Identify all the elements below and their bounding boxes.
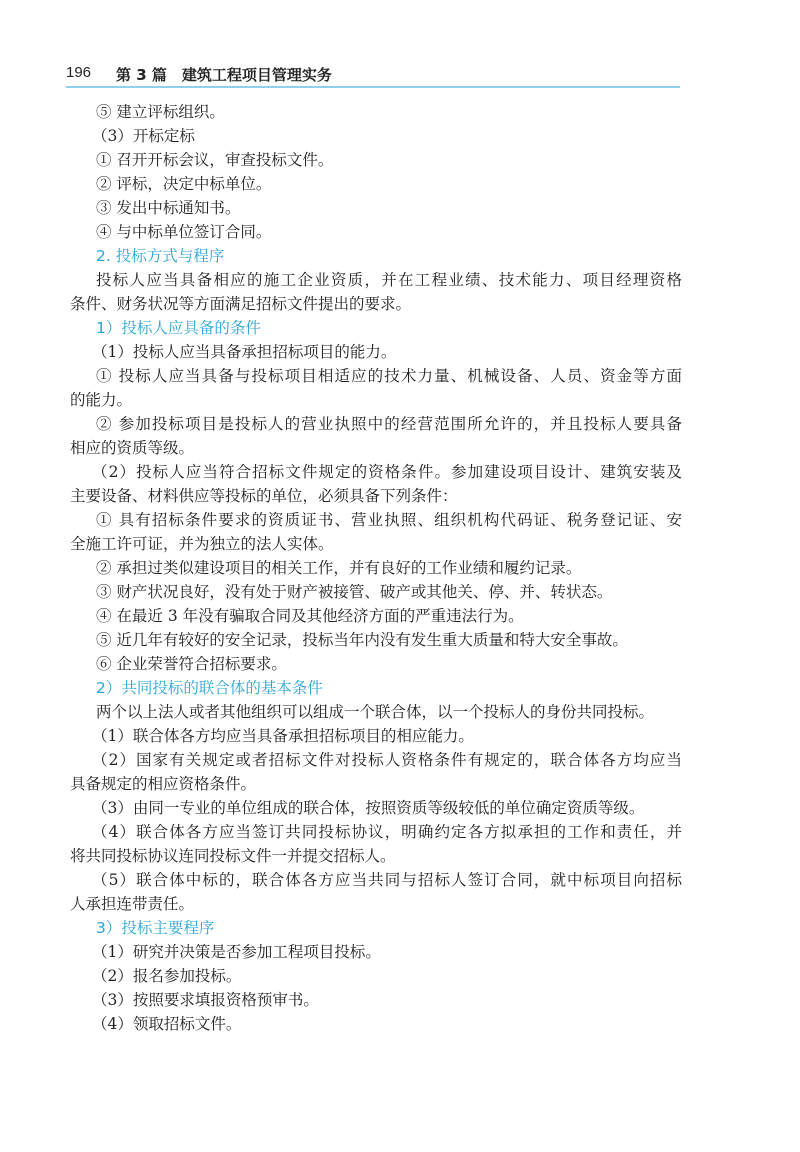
- text-line: ② 评标，决定中标单位。: [96, 175, 272, 193]
- chapter-title: 第 3 篇 建筑工程项目管理实务: [116, 66, 332, 84]
- text-line: 人承担连带责任。: [70, 895, 195, 913]
- text-line: （3）由同一专业的单位组成的联合体，按照资质等级较低的单位确定资质等级。: [92, 799, 645, 817]
- text-line: ④ 在最近 3 年没有骗取合同及其他经济方面的严重违法行为。: [96, 607, 524, 625]
- page-header: [66, 62, 680, 88]
- body-text: [70, 100, 682, 1036]
- section-heading: 3）投标主要程序: [96, 919, 215, 937]
- text-line: ⑤ 近几年有较好的安全记录，投标当年内没有发生重大质量和特大安全事故。: [96, 631, 628, 649]
- text-line: ③ 财产状况良好，没有处于财产被接管、破产或其他关、停、并、转状态。: [96, 583, 613, 601]
- text-line: （5）联合体中标的，联合体各方应当共同与招标人签订合同，就中标项目向招标: [92, 871, 682, 889]
- text-line: ④ 与中标单位签订合同。: [96, 223, 272, 241]
- text-line: （3）开标定标: [92, 127, 195, 145]
- text-line: 主要设备、材料供应等投标的单位，必须具备下列条件：: [70, 487, 458, 505]
- text-line: （4）联合体各方应当签订共同投标协议，明确约定各方拟承担的工作和责任，并: [92, 823, 682, 841]
- text-line: 两个以上法人或者其他组织可以组成一个联合体，以一个投标人的身份共同投标。: [96, 703, 655, 721]
- section-heading: 2. 投标方式与程序: [96, 247, 225, 265]
- text-line: ② 承担过类似建设项目的相关工作，并有良好的工作业绩和履约记录。: [96, 559, 582, 577]
- text-line: （2）报名参加投标。: [92, 967, 242, 985]
- text-line: ① 具有招标条件要求的资质证书、营业执照、组织机构代码证、税务登记证、安: [96, 511, 682, 529]
- text-line: ⑤ 建立评标组织。: [96, 103, 225, 121]
- text-line: ① 召开开标会议，审查投标文件。: [96, 151, 334, 169]
- text-line: （1）投标人应当具备承担招标项目的能力。: [92, 343, 397, 361]
- text-line: 全施工许可证，并为独立的法人实体。: [70, 535, 334, 553]
- text-line: 条件、财务状况等方面满足招标文件提出的要求。: [70, 295, 412, 313]
- section-heading: 1）投标人应具备的条件: [96, 319, 261, 337]
- text-line: （3）按照要求填报资格预审书。: [92, 991, 319, 1009]
- text-line: 将共同投标协议连同投标文件一并提交招标人。: [70, 847, 396, 865]
- text-line: （4）领取招标文件。: [92, 1015, 242, 1033]
- text-line: 相应的资质等级。: [70, 439, 195, 457]
- text-line: 具备规定的相应资格条件。: [70, 775, 257, 793]
- text-line: ② 参加投标项目是投标人的营业执照中的经营范围所允许的，并且投标人要具备: [96, 415, 682, 433]
- text-line: ③ 发出中标通知书。: [96, 199, 241, 217]
- text-line: （2）国家有关规定或者招标文件对投标人资格条件有规定的，联合体各方均应当: [92, 751, 682, 769]
- text-line: ⑥ 企业荣誉符合招标要求。: [96, 655, 287, 673]
- text-line: 的能力。: [70, 391, 133, 409]
- text-line: （1）联合体各方均应当具备承担招标项目的相应能力。: [92, 727, 474, 745]
- text-line: （1）研究并决策是否参加工程项目投标。: [92, 943, 381, 961]
- text-line: 投标人应当具备相应的施工企业资质，并在工程业绩、技术能力、项目经理资格: [96, 271, 682, 289]
- header-rule: [66, 86, 680, 88]
- page-number: 196: [66, 64, 92, 81]
- section-heading: 2）共同投标的联合体的基本条件: [96, 679, 323, 697]
- text-line: （2）投标人应当符合招标文件规定的资格条件。参加建设项目设计、建筑安装及: [92, 463, 682, 481]
- text-line: ① 投标人应当具备与投标项目相适应的技术力量、机械设备、人员、资金等方面: [96, 367, 682, 385]
